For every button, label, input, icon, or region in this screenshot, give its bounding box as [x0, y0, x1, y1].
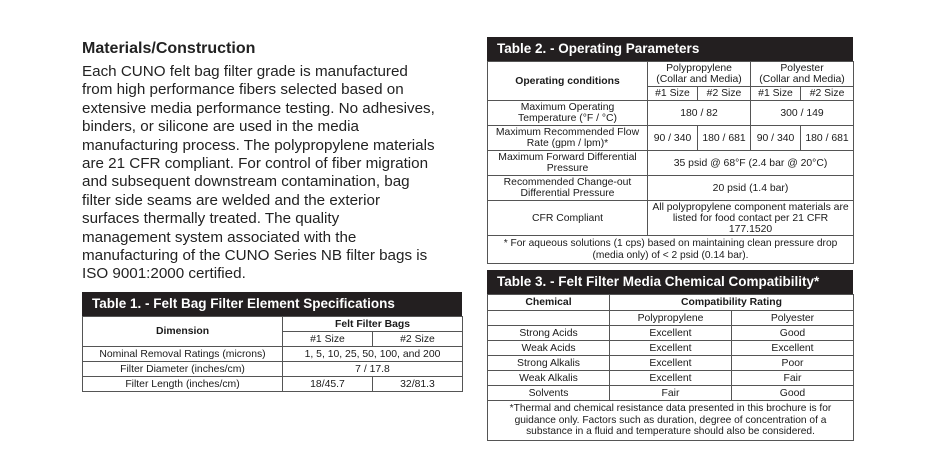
table-1-row-label: Nominal Removal Ratings (microns) [83, 347, 283, 362]
table-2-row-label-line: Differential Pressure [520, 188, 615, 199]
table-2-header-size: #2 Size [801, 87, 854, 101]
materials-line: Each CUNO felt bag filter grade is manufactured [82, 63, 408, 80]
table-1-felt-bag-specifications [82, 292, 462, 392]
materials-paragraph [82, 63, 466, 284]
table-2-footnote [488, 236, 854, 264]
table-3-rating: Excellent [610, 371, 732, 386]
table-3-chemical: Solvents [488, 386, 610, 401]
table-2-header-polyester [751, 62, 854, 87]
table-2-footnote-line: * For aqueous solutions (1 cps) based on maintaining clean pressure drop [503, 238, 838, 249]
table-2-header-size: #1 Size [751, 87, 801, 101]
table-1-row-value: 18/45.7 [283, 377, 373, 392]
table-1-grid [82, 316, 463, 392]
table-2-cell: 180 / 82 [648, 101, 751, 126]
table-2-row-label-line: Maximum Operating [520, 102, 615, 113]
materials-line: ISO 9001:2000 certified. [82, 265, 246, 283]
table-2-header-operating-conditions: Operating conditions [488, 62, 648, 101]
table-1-header-size-2: #2 Size [373, 332, 463, 347]
materials-title: Materials/Construction [82, 40, 256, 57]
table-2-header-polypropylene [648, 62, 751, 87]
table-row [488, 101, 854, 126]
table-2-cell-line: listed for food contact per 21 CFR [672, 212, 829, 224]
table-1-row-label: Filter Diameter (inches/cm) [83, 362, 283, 377]
table-2-cell: 180 / 681 [801, 126, 854, 151]
table-2-row-label [488, 151, 648, 176]
table-2-row-label-line: Rate (gpm / lpm)* [526, 138, 609, 149]
table-2-header-pe-sub: (Collar and Media) [759, 74, 845, 85]
materials-line: management system associated with the [82, 228, 357, 246]
table-3-rating: Excellent [610, 356, 732, 371]
table-row [488, 371, 854, 386]
table-row [488, 386, 854, 401]
materials-line: manufacturing of the CUNO Series NB filter bags is [82, 247, 428, 265]
table-row [488, 341, 854, 356]
table-2-cell: 20 psid (1.4 bar) [648, 176, 854, 201]
materials-line: binders, or silicone are used in the media [82, 118, 359, 136]
table-2-row-label-line: Recommended Change-out [503, 177, 632, 188]
table-2-header-size: #1 Size [648, 87, 698, 101]
table-1-row-label: Filter Length (inches/cm) [83, 377, 283, 392]
table-row [488, 176, 854, 201]
table-2-title: Table 2. - Operating Parameters [487, 37, 853, 61]
table-1-header-dimension: Dimension [83, 317, 283, 347]
table-3-header-chemical: Chemical [488, 295, 610, 311]
table-2-cell [648, 201, 854, 236]
table-row [488, 201, 854, 236]
table-2-cell: 90 / 340 [751, 126, 801, 151]
materials-line: surfaces thermally treated. The quality [82, 210, 340, 228]
table-2-cell-line: All polypropylene component materials are [652, 201, 849, 213]
table-2-header-pe-name: Polyester [780, 63, 824, 74]
table-3-chemical: Strong Alkalis [488, 356, 610, 371]
table-3-chemical: Strong Acids [488, 326, 610, 341]
table-3-header-polyester: Polyester [732, 311, 854, 326]
table-3-chemical: Weak Acids [488, 341, 610, 356]
table-row [83, 362, 463, 377]
table-2-row-label [488, 126, 648, 151]
table-2-row-label: CFR Compliant [488, 201, 648, 236]
table-row [488, 356, 854, 371]
table-3-rating: Excellent [610, 341, 732, 356]
table-2-row-label-line: Maximum Forward Differential [498, 152, 637, 163]
table-2-footnote-line: (media only) of < 2 psid (0.14 bar). [592, 249, 749, 261]
table-row [488, 326, 854, 341]
table-2-grid [487, 61, 854, 264]
table-3-header-blank [488, 311, 610, 326]
table-row [488, 151, 854, 176]
table-3-rating: Good [732, 386, 854, 401]
table-3-rating: Excellent [610, 326, 732, 341]
table-3-rating: Good [732, 326, 854, 341]
materials-line: filter side seams are welded and the exterior [82, 191, 380, 209]
table-3-rating: Fair [732, 371, 854, 386]
table-1-row-value: 1, 5, 10, 25, 50, 100, and 200 [283, 347, 463, 362]
materials-line: and subsequent downstream contamination, bag [82, 173, 410, 191]
materials-line: from high performance fibers selected based on [82, 81, 404, 99]
table-row [83, 377, 463, 392]
table-2-cell: 180 / 681 [698, 126, 751, 151]
table-3-grid [487, 294, 854, 441]
materials-line: extensive media performance testing. No adhesives, [82, 99, 435, 117]
table-1-header-size-1: #1 Size [283, 332, 373, 347]
table-3-chemical: Weak Alkalis [488, 371, 610, 386]
table-3-header-polypropylene: Polypropylene [610, 311, 732, 326]
materials-line: manufacturing process. The polypropylene materials [82, 136, 435, 154]
table-2-cell: 300 / 149 [751, 101, 854, 126]
table-2-row-label-line: Temperature (°F / °C) [518, 113, 617, 124]
table-2-cell: 35 psid @ 68°F (2.4 bar @ 20°C) [648, 151, 854, 176]
table-3-footnote-line: substance in a fluid and temperature should also be considered. [526, 426, 815, 437]
table-row [83, 347, 463, 362]
table-3-rating: Poor [732, 356, 854, 371]
table-1-header-felt-filter-bags: Felt Filter Bags [283, 317, 463, 332]
table-2-operating-parameters [487, 37, 853, 264]
table-3-rating: Fair [610, 386, 732, 401]
table-2-cell: 90 / 340 [648, 126, 698, 151]
table-2-cell-line: 177.1520 [728, 223, 773, 235]
table-1-row-value: 7 / 17.8 [283, 362, 463, 377]
table-2-header-size: #2 Size [698, 87, 751, 101]
table-2-row-label-line: Pressure [546, 163, 589, 174]
materials-line: are 21 CFR compliant. For control of fiber migration [82, 155, 429, 173]
table-2-header-pp-sub: (Collar and Media) [656, 74, 742, 85]
table-2-row-label-line: Maximum Recommended Flow [495, 127, 640, 138]
table-3-footnote [488, 401, 854, 441]
table-2-row-label [488, 176, 648, 201]
table-3-header-compatibility-rating: Compatibility Rating [610, 295, 854, 311]
table-2-header-pp-name: Polypropylene [666, 63, 732, 74]
table-3-footnote-line: *Thermal and chemical resistance data presented in this brochure is for [509, 403, 832, 414]
table-1-row-value: 32/81.3 [373, 377, 463, 392]
table-3-rating: Excellent [732, 341, 854, 356]
table-3-chemical-compatibility [487, 270, 853, 441]
table-2-row-label [488, 101, 648, 126]
table-1-title: Table 1. - Felt Bag Filter Element Specifications [82, 292, 462, 316]
table-3-footnote-line: guidance only. Factors such as duration, degree of concentration of a [514, 414, 827, 426]
table-row [488, 126, 854, 151]
table-3-title: Table 3. - Felt Filter Media Chemical Compatibility* [487, 270, 853, 294]
